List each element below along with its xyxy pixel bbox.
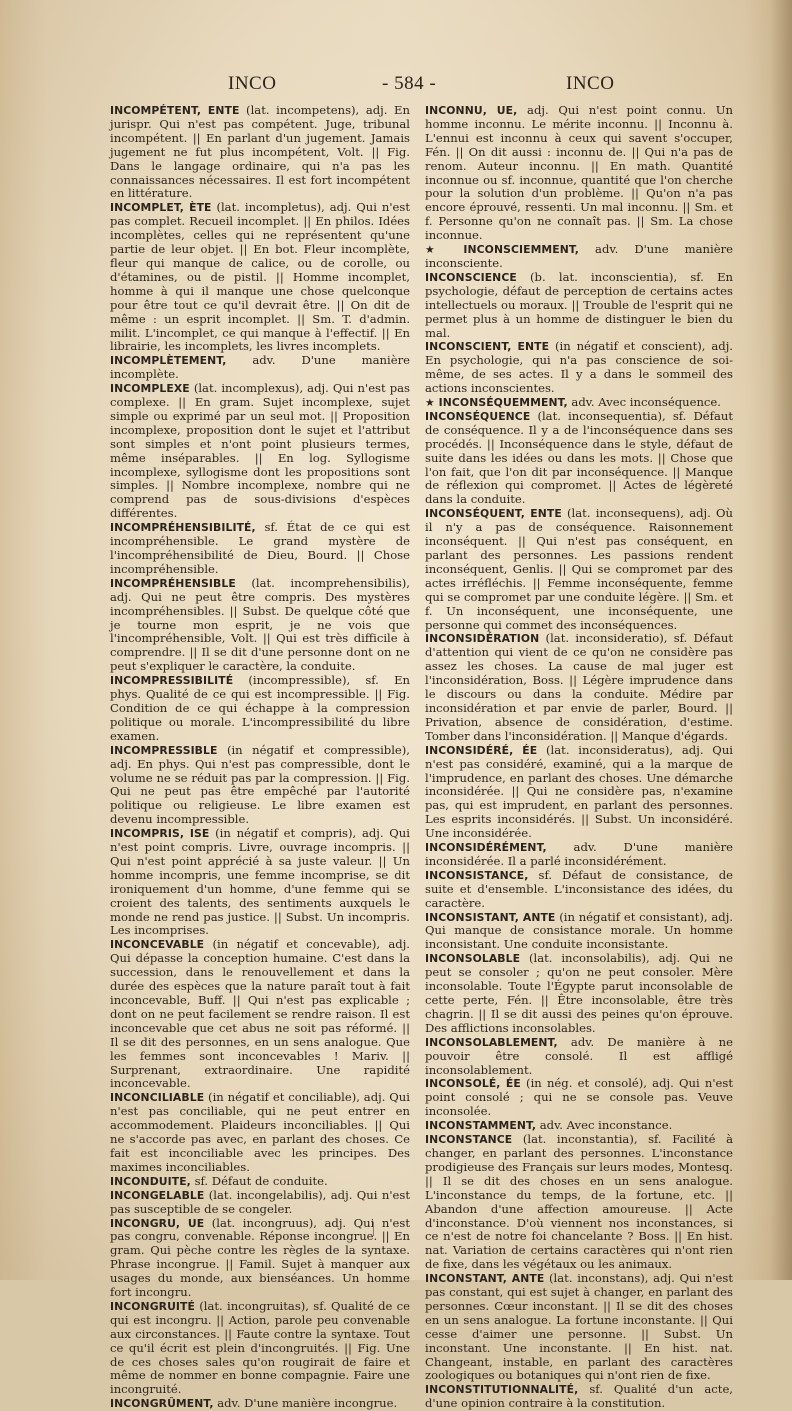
entry-headword: INCONSCIENT, ENTE: [425, 340, 550, 354]
dictionary-entry: [425, 1133, 733, 1272]
dictionary-entry: [425, 507, 733, 632]
entry-definition: (in négatif et conscient), adj. En psychologie, qui n'a pas conscience de soi-même, de ses actes. Il y a dans le sommeil des actions inconscientes.: [425, 339, 733, 396]
dictionary-entry: [110, 938, 410, 1091]
entry-definition: adj. Qui n'est point connu. Un homme inconnu. Le mérite inconnu. || Inconnu à. L'ennui est inconnu à ceux qui savent s'occuper, Fén. || On dit aussi : inconnu de. || Qui n'a pas de renom. Auteur inconnu. || En math. Quantité inconnue ou sf. inconnue, quantité que l'on cherche pour la solution d'un problème. || Qu'on n'a pas encore éprouvé, ressenti. Un mal inconnu. || Sm. et f. Personne qu'on ne connaît pas. || Sm. La chose inconnue.: [425, 103, 733, 243]
entry-definition: (lat. incomplexus), adj. Qui n'est pas complexe. || En gram. Sujet incomplexe, sujet simple ou exprimé par un seul mot. || Proposition incomplexe, proposition dont le sujet et l'attribut sont simples et n'ont point plusieurs termes, même inséparables. || En log. Syllogisme incomplexe, syllogisme dont les propositions sont simples. || Nombre incomplexe, nombre qui ne comprend pas de sous-divisions d'espèces différentes.: [110, 381, 410, 521]
dictionary-entry: [110, 354, 410, 382]
entry-definition: (in nég. et consolé), adj. Qui n'est point consolé ; qui ne se console pas. Veuve inconsolée.: [425, 1076, 734, 1119]
dictionary-entry: [425, 1119, 733, 1133]
entry-definition: adv. Avec inconstance.: [536, 1118, 673, 1133]
guide-word-left: INCO: [228, 73, 277, 94]
dictionary-entry: [425, 1272, 733, 1383]
entry-definition: (lat. incongruus), adj. Qui n'est pas congru, convenable. Réponse incongrue. || En gram. Qui pèche contre les règles de la syntaxe. Phrase incongrue. || Famil. Sujet à manquer aux usages du monde, aux bienséances. Un homme fort incongru.: [110, 1215, 410, 1300]
entry-headword: ★ INCONSÉQUEMMENT,: [425, 396, 568, 410]
entry-definition: (lat. inconsideratio), sf. Défaut d'attention qui vient de ce qu'on ne considère pas assez les choses. La cause de mal juger est l'inconsidération, Boss. || Légère imprudence dans le discours ou dans la conduite. Médire par inconsidération et par envie de parler, Bourd. || Privation, absence de considération, d'estime. Tomber dans l'inconsidération. || Manque d'égards.: [425, 631, 733, 743]
dictionary-entry: [425, 1036, 733, 1078]
entry-headword: INCONSIDÉRÉMENT,: [425, 841, 547, 855]
entry-definition: (lat. inconsequens), adj. Où il n'y a pas de conséquence. Raisonnement inconséquent. || Qui n'est pas conséquent, en parlant des personnes. Les passions rendent inconséquent, Genlis. || Qui se compromet par des actes irréfléchis. || Femme inconséquente, femme qui se compromet par une conduite légère. || Sm. et f. Un inconséquent, une inconséquente, une personne qui commet des inconséquences.: [425, 506, 733, 632]
entry-headword: INCONSÉQUENCE: [425, 409, 531, 423]
entry-definition: (lat. inconsideratus), adj. Qui n'est pas considéré, examiné, qui a la marque de l'imprudence, en parlant des choses. Une démarche inconsidérée. || Qui ne considère pas, n'examine pas, qui est imprudent, en parlant des personnes. Les esprits inconsidérés. || Subst. Un inconsidéré. Une inconsidérée.: [425, 742, 733, 841]
entry-headword: INCONSTANT, ANTE: [425, 1272, 545, 1286]
entry-headword: INCONSIDÉRÉ, ÉE: [425, 743, 538, 757]
dictionary-entry: [110, 1300, 410, 1397]
entry-definition: sf. Défaut de consistance, de suite et d'ensemble. L'inconsistance des idées, du caractère.: [425, 867, 733, 910]
entry-headword: INCONSOLÉ, ÉE: [425, 1077, 521, 1091]
dictionary-entry: [110, 827, 410, 938]
dictionary-entry: [425, 841, 733, 869]
entry-definition: (lat. inconsequentia), sf. Défaut de conséquence. Il y a de l'inconséquence dans ses procédés. || Inconséquence dans le style, défaut de suite dans les idées ou dans les mots. || Chose que l'on fait, que l'on dit par inconséquence. || Manque de réflexion qui compromet. || Actes de légèreté dans la conduite.: [425, 408, 733, 507]
entry-definition: (lat. incompetens), adj. En jurispr. Qui n'est pas compétent. Juge, tribunal incompétent. || En parlant d'un jugement. Jamais jugement ne fut plus incompétent, Volt. || Fig. Dans le langage ordinaire, qui n'a pas les connaissances nécessaires. Il est fort incompétent en littérature.: [110, 103, 410, 201]
entry-definition: adv. D'une manière incongrue.: [213, 1396, 398, 1411]
entry-definition: (incompressible), sf. En phys. Qualité de ce qui est incompressible. || Fig. Condition de ce qui échappe à la compression politique ou morale. L'incompressibilité du libre examen.: [110, 673, 410, 743]
entry-headword: INCONCEVABLE: [110, 938, 205, 952]
entry-definition: (in négatif et conciliable), adj. Qui n'est pas conciliable, qui ne peut entrer en accommodement. Plaideurs inconciliables. || Qui ne s'accorde pas avec, en parlant des choses. Ce fait est inconciliable avec les principes. Des maximes inconciliables.: [110, 1090, 410, 1174]
entry-definition: (in négatif et consistant), adj. Qui manque de consistance morale. Un homme inconsistant. Une conduite inconsistante.: [425, 909, 734, 952]
dictionary-entry: [425, 911, 733, 953]
dictionary-entry: [110, 521, 410, 577]
entry-definition: (in négatif et compressible), adj. En phys. Qui n'est pas compressible, dont le volume ne se réduit pas par la compression. || Fig. Qui ne peut pas être empêché par l'autorité politique ou religieuse. Le libre examen est devenu incompressible.: [110, 742, 410, 827]
dictionary-entry: [110, 1217, 410, 1300]
entry-definition: sf. État de ce qui est incompréhensible. Le grand mystère de l'incompréhensibilité de Dieu, Bourd. || Chose incompréhensible.: [110, 520, 410, 576]
entry-definition: (in négatif et concevable), adj. Qui dépasse la conception humaine. C'est dans la succession, dans le renouvellement et dans la durée des espèces que la nature paraît tout à fait inconcevable, Buff. || Qui n'est pas explicable ; dont on ne peut facilement se rendre raison. Il est inconcevable que cet abus ne soit pas réformé. || Il se dit des personnes, en un sens analogue. Que les femmes sont inconcevables ! Mariv. || Surprenant, extraordinaire. Une rapidité inconcevable.: [110, 937, 410, 1091]
entry-definition: (b. lat. inconscientia), sf. En psychologie, défaut de perception de certains actes intellectuels ou moraux. || Trouble de l'esprit qui ne permet plus à un homme de distinguer le bien du mal.: [425, 269, 733, 340]
dictionary-entry: [425, 410, 733, 507]
dictionary-entry: [110, 382, 410, 521]
gutter-mark: [373, 1222, 388, 1236]
dictionary-entry: [110, 1175, 410, 1189]
entry-headword: INCONCILIABLE: [110, 1091, 205, 1105]
entry-definition: sf. Qualité d'un acte, d'une opinion contraire à la constitution.: [425, 1382, 733, 1411]
running-header: [0, 73, 792, 99]
entry-headword: INCONSOLABLE: [425, 952, 521, 966]
entry-headword: INCOMPRÉHENSIBLE: [110, 576, 236, 590]
entry-headword: INCONDUITE,: [110, 1174, 191, 1188]
entry-headword: INCONSIDÉRATION: [425, 632, 540, 646]
entry-headword: ★ INCONSCIEMMENT,: [425, 243, 579, 257]
entry-headword: INCONGRUITÉ: [110, 1299, 195, 1313]
dictionary-entry: [425, 869, 733, 911]
dictionary-entry: [425, 744, 733, 841]
entry-headword: INCONGRU, UE: [110, 1216, 205, 1230]
dictionary-entry: [110, 674, 410, 744]
guide-word-right: INCO: [566, 73, 615, 94]
dictionary-entry: [425, 952, 733, 1035]
entry-definition: (lat. inconsolabilis), adj. Qui ne peut se consoler ; qu'on ne peut consoler. Mère inconsolable. Toute l'Égypte parut inconsolable de cette perte, Fén. || Être inconsolable, être très chagrin. || Il se dit aussi des peines qu'on éprouve. Des afflictions inconsolables.: [425, 951, 733, 1035]
entry-headword: INCONSISTANCE,: [425, 868, 529, 882]
entry-definition: (lat. incompletus), adj. Qui n'est pas complet. Recueil incomplet. || En philos. Idées incomplètes, celles qui ne représentent qu'une partie de leur objet. || En bot. Fleur incomplète, fleur qui manque de calice, ou de corolle, ou d'étamines, ou de pistil. || Homme incomplet, homme à qui il manque une chose quelconque pour être tout ce qu'il devrait être. || On dit de même : un esprit incomplet. || Sm. T. d'admin. milit. L'incomplet, ce qui manque à l'effectif. || En librairie, les incomplets, les livres incomplets.: [110, 200, 410, 354]
dictionary-entry: [425, 1383, 733, 1411]
entry-headword: INCONSCIENCE: [425, 270, 517, 284]
dictionary-entry: [425, 1077, 733, 1119]
entry-headword: INCONSTANCE: [425, 1133, 513, 1147]
entry-headword: INCOMPÉTENT, ENTE: [110, 104, 240, 117]
entry-definition: (lat. incomprehensibilis), adj. Qui ne peut être compris. Des mystères incompréhensibles. || Subst. De quelque côté que je tourne mon esprit, je ne vois que l'incompréhensible, Volt. || Qui est très difficile à comprendre. || Il se dit d'une personne dont on ne peut s'expliquer le caractère, la conduite.: [110, 575, 410, 674]
dictionary-entry: [110, 1091, 410, 1174]
dictionary-entry: [425, 104, 733, 243]
dictionary-entry: [110, 1189, 410, 1217]
entry-headword: INCONSISTANT, ANTE: [425, 910, 556, 924]
entry-headword: INCOMPLÈTEMENT,: [110, 354, 227, 368]
dictionary-entry: [110, 577, 410, 674]
dictionary-entry: [110, 201, 410, 354]
entry-headword: INCOMPLEXE: [110, 382, 190, 396]
entry-definition: adv. De manière à ne pouvoir être consolé. Il est affligé inconsolablement.: [425, 1034, 733, 1077]
entry-headword: INCONGRÛMENT,: [110, 1397, 214, 1411]
dictionary-entry: [425, 396, 733, 410]
entry-headword: INCONNU, UE,: [425, 104, 518, 117]
dictionary-entry: [110, 104, 410, 201]
dictionary-entry: [425, 632, 733, 743]
entry-headword: INCOMPRESSIBLE: [110, 743, 218, 757]
dictionary-entry: [425, 340, 733, 396]
dictionary-entry: [425, 243, 733, 271]
entry-definition: (in négatif et compris), adj. Qui n'est point compris. Livre, ouvrage incompris. || Qui n'est point apprécié à sa juste valeur. || Un homme incompris, une femme incomprise, se dit ironiquement d'un homme, d'une femme qui se croient des talents, des sentiments auxquels le monde ne rend pas justice. || Subst. Un incompris. Les incomprises.: [110, 826, 410, 938]
dictionary-entry: [110, 744, 410, 827]
entry-headword: INCOMPRÉHENSIBILITÉ,: [110, 521, 256, 535]
entry-definition: (lat. inconstans), adj. Qui n'est pas constant, qui est sujet à changer, en parlant des personnes. Cœur inconstant. || Il se dit des choses en un sens analogue. La fortune inconstante. || Qui cesse d'aimer une personne. || Subst. Un inconstant. Une inconstante. || En hist. nat. Changeant, instable, en parlant des caractères zoologiques ou botaniques qui n'ont rien de fixe.: [425, 1271, 733, 1383]
entry-headword: INCOMPLET, ÈTE: [110, 201, 212, 215]
entry-definition: (lat. inconstantia), sf. Facilité à changer, en parlant des personnes. L'inconstance prodigieuse des Français sur leurs modes, Montesq. || Il se dit des choses en un sens analogue. L'inconstance du temps, de la fortune, etc. || Abandon d'une affection amoureuse. || Acte d'inconstance. D'où viennent nos inconstances, si ce n'est de notre foi chancelante ? Boss. || En hist. nat. Variation de certains caractères qui n'ont rien de fixe, dans les végétaux ou les animaux.: [425, 1132, 733, 1272]
entry-headword: INCOMPRIS, ISE: [110, 827, 210, 841]
page-edge-shadow: [770, 0, 792, 1280]
page-number: - 584 -: [382, 73, 437, 94]
entry-definition: sf. Défaut de conduite.: [190, 1173, 328, 1188]
entry-definition: adv. D'une manière incomplète.: [110, 353, 410, 382]
entry-headword: INCOMPRESSIBILITÉ: [110, 674, 234, 688]
entry-definition: (lat. incongelabilis), adj. Qui n'est pas susceptible de se congeler.: [110, 1187, 410, 1216]
dictionary-entry: [110, 1397, 410, 1411]
entry-definition: adv. D'une manière inconsciente.: [425, 242, 733, 270]
right-column: [425, 103, 734, 1411]
entry-headword: INCONGELABLE: [110, 1188, 205, 1202]
dictionary-entry: [425, 271, 733, 341]
entry-headword: INCONSOLABLEMENT,: [425, 1035, 558, 1049]
entry-headword: INCONSÉQUENT, ENTE: [425, 507, 562, 521]
entry-definition: (lat. incongruitas), sf. Qualité de ce qui est incongru. || Action, parole peu convenable aux circonstances. || Faute contre la syntaxe. Tout ce qu'il écrit est plein d'incongruités. || Fig. Une de ces choses sales qu'on rougirait de faire et même de nommer en bonne compagnie. Faire une incongruité.: [110, 1298, 410, 1397]
left-column: [110, 103, 410, 1411]
entry-definition: adv. D'une manière inconsidérée. Il a parlé inconsidérément.: [425, 840, 733, 868]
entry-headword: INCONSTAMMENT,: [425, 1119, 537, 1133]
entry-definition: adv. Avec inconséquence.: [567, 395, 721, 410]
entry-headword: INCONSTITUTIONNALITÉ,: [425, 1383, 579, 1397]
